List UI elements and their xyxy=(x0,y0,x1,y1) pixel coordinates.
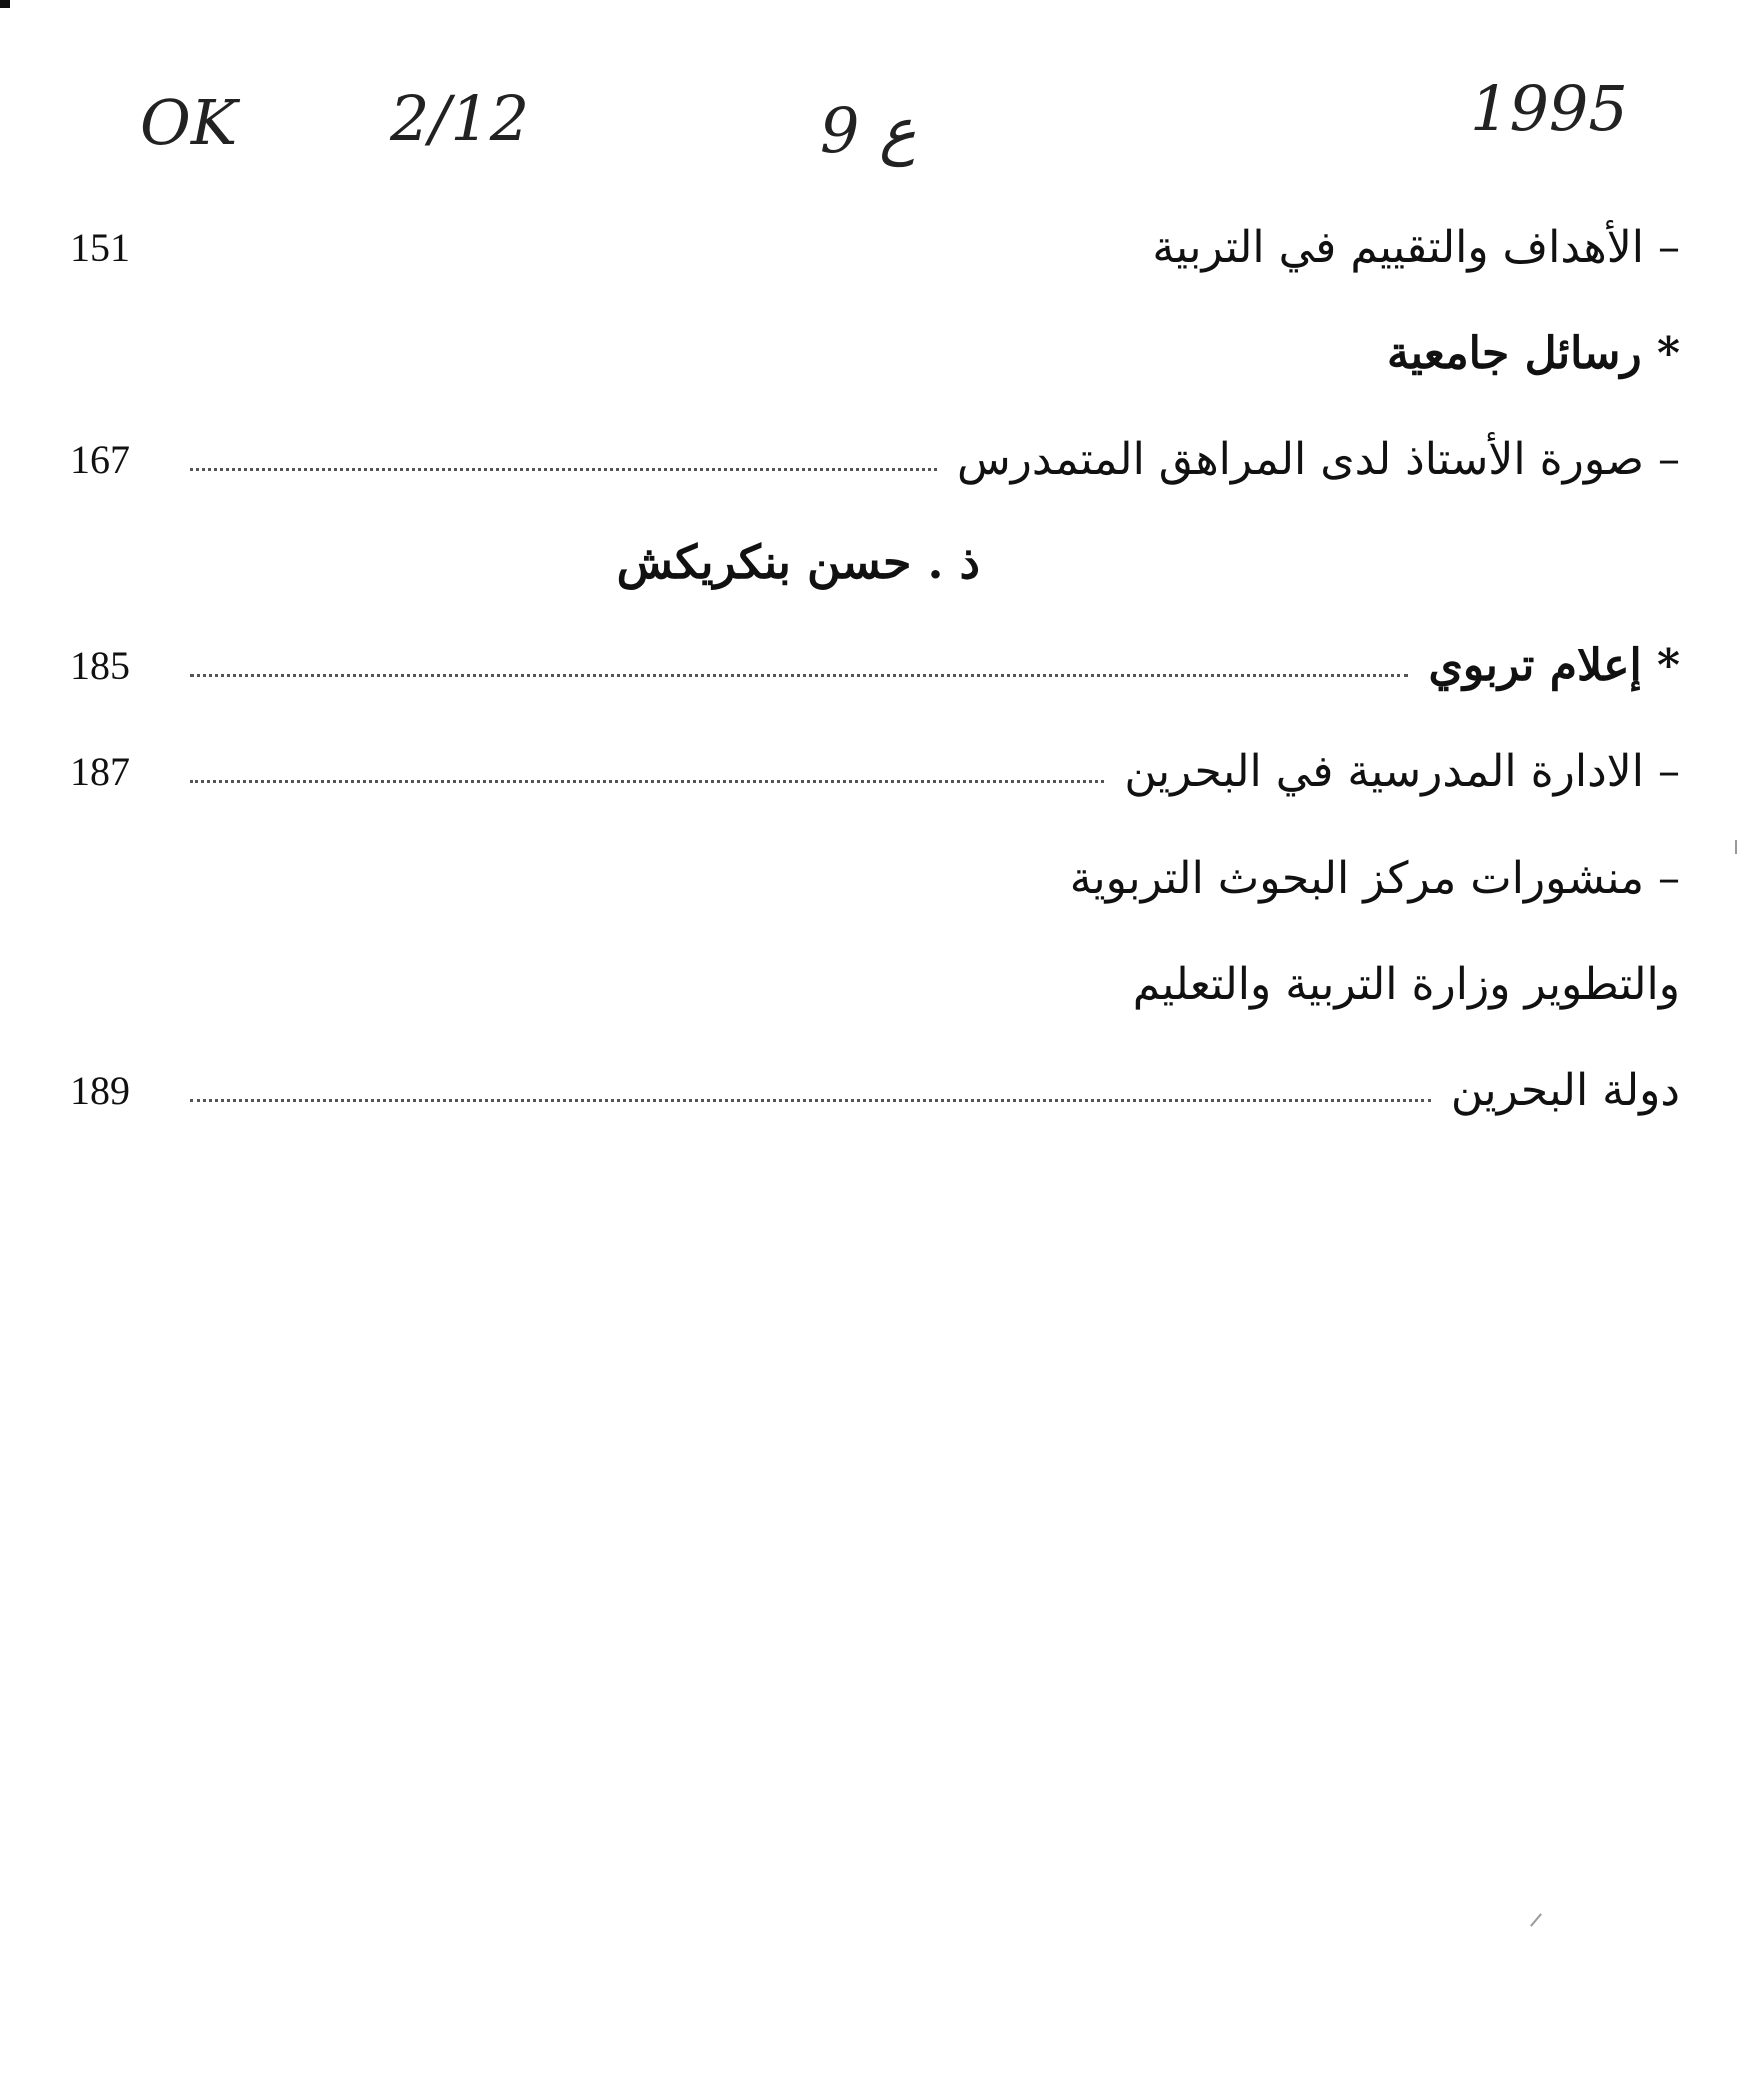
scan-speck xyxy=(1735,840,1737,854)
handwritten-date-note: 2/12 xyxy=(390,82,530,155)
page-number: 189 xyxy=(70,1067,130,1113)
toc-entry xyxy=(60,212,1680,282)
toc-entry-title: دولة البحرين xyxy=(1450,1064,1680,1116)
toc-entry-title: – صورة الأستاذ لدى المراهق المتمدرس xyxy=(956,433,1680,485)
dotted-leader xyxy=(190,674,1408,677)
toc-entry-title: – الأهداف والتقييم في التربية xyxy=(1152,221,1680,273)
toc-section-title: * رسائل جامعية xyxy=(1386,327,1680,379)
page-number: 185 xyxy=(70,642,130,688)
toc-entry-title: – الادارة المدرسية في البحرين xyxy=(1124,745,1680,797)
handwritten-year-note: 1995 xyxy=(1470,72,1628,145)
dotted-leader xyxy=(190,780,1104,783)
toc-entry-continuation xyxy=(60,949,1680,1019)
scan-speck xyxy=(1530,1913,1542,1927)
toc-entry xyxy=(60,843,1680,913)
dotted-leader xyxy=(190,1099,1431,1102)
page-number: 167 xyxy=(70,436,130,482)
toc-entry xyxy=(60,424,1680,494)
toc-section-heading xyxy=(60,630,1680,700)
author-name: ذ . حسن بنكريكش xyxy=(616,535,980,589)
toc-entry-continuation xyxy=(60,1055,1680,1125)
page-number: 151 xyxy=(70,224,130,270)
toc-entry-title: – منشورات مركز البحوث التربوية xyxy=(1069,852,1680,904)
scan-speck xyxy=(0,0,10,8)
toc-section-title: * إعلام تربوي xyxy=(1428,639,1680,691)
dotted-leader xyxy=(190,468,937,471)
toc-entry-title: والتطوير وزارة التربية والتعليم xyxy=(1132,958,1680,1010)
page-number: 187 xyxy=(70,748,130,794)
toc-entry xyxy=(60,736,1680,806)
toc-section-heading xyxy=(60,318,1680,388)
handwritten-volume-note: ع 9 xyxy=(820,94,917,167)
handwritten-ok-note: OK xyxy=(140,86,238,159)
